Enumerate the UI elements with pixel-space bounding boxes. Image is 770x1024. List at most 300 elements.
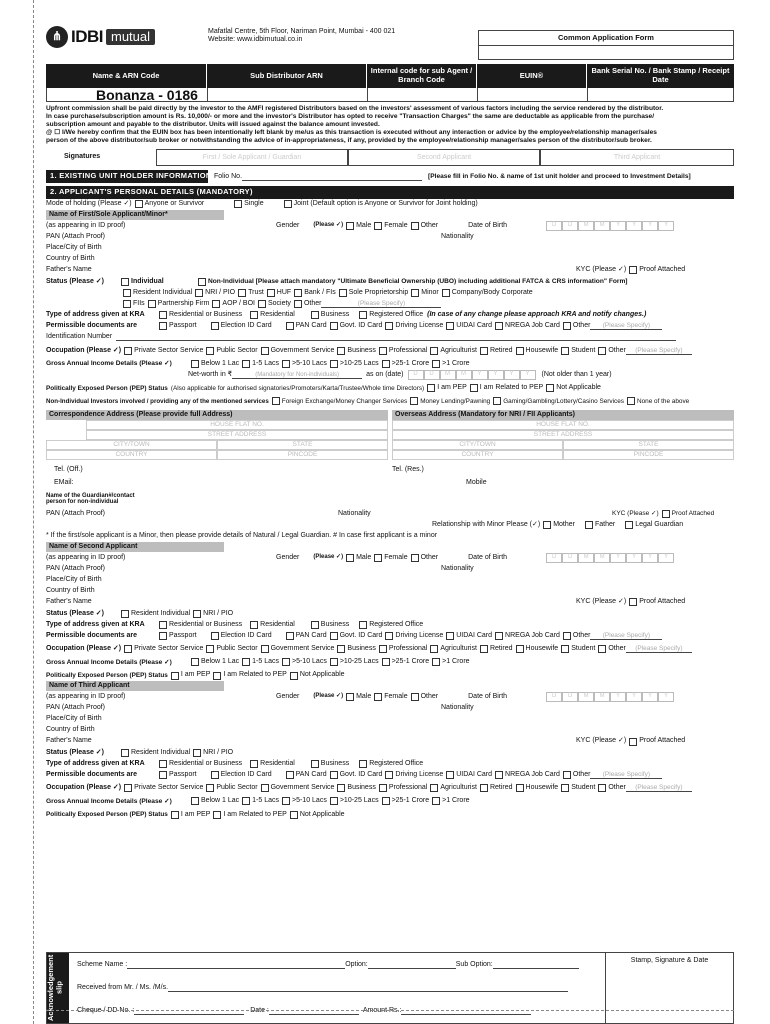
income-checkbox[interactable] xyxy=(382,658,390,666)
rel-mother-checkbox[interactable] xyxy=(543,521,551,529)
kyc-label: KYC (Please ✓) xyxy=(576,737,627,745)
income-row xyxy=(46,657,734,668)
doc-checkbox[interactable] xyxy=(211,771,219,779)
income-row xyxy=(46,796,734,807)
status-checkbox[interactable] xyxy=(212,300,220,308)
ovs-pin-input[interactable]: PINCODE xyxy=(563,450,734,460)
kra-label: Type of address given at KRA xyxy=(46,759,145,767)
occ-checkbox[interactable] xyxy=(480,347,488,355)
male-checkbox[interactable] xyxy=(346,554,354,562)
pep-row xyxy=(46,809,734,820)
kra-checkbox[interactable] xyxy=(159,311,167,319)
occ-checkbox[interactable] xyxy=(598,784,606,792)
income-option: >25-1 Crore xyxy=(391,658,430,666)
ovs-country-input[interactable]: COUNTRY xyxy=(392,450,563,460)
occ-option: Agriculturist xyxy=(440,784,477,792)
rel-father-checkbox[interactable] xyxy=(585,521,593,529)
status-option: NRI / PIO xyxy=(203,748,234,756)
occ-checkbox[interactable] xyxy=(206,347,214,355)
doc-option: UIDAI Card xyxy=(456,771,493,779)
doc-checkbox[interactable] xyxy=(446,632,454,640)
ovs-state-input[interactable]: STATE xyxy=(563,440,734,450)
doc-option: NREGA Job Card xyxy=(505,631,560,639)
occ-other-input[interactable] xyxy=(626,645,692,653)
idbi-logo-mark-icon: ⋔ xyxy=(46,26,68,48)
occ-option: Retired xyxy=(489,346,513,354)
networth-input[interactable] xyxy=(232,371,362,379)
pep-checkbox[interactable] xyxy=(171,811,179,819)
female-checkbox[interactable] xyxy=(374,554,382,562)
doc-option: PAN Card xyxy=(295,771,327,779)
occ-option: Government Service xyxy=(270,784,335,792)
income-checkbox[interactable] xyxy=(330,360,338,368)
occ-checkbox[interactable] xyxy=(337,645,345,653)
ack-amount-label: Amount Rs.: xyxy=(362,1006,402,1014)
other-gender-label: Other xyxy=(420,221,439,229)
kra-checkbox[interactable] xyxy=(359,621,367,629)
status-checkbox[interactable] xyxy=(148,300,156,308)
dob-input[interactable]: D D M M Y Y Y Y xyxy=(546,221,674,231)
income-option: >5-10 Lacs xyxy=(292,359,327,367)
occ-checkbox[interactable] xyxy=(561,347,569,355)
occ-option: Public Sector xyxy=(216,346,258,354)
proof-attached-label: Proof Attached xyxy=(639,598,686,606)
kra-checkbox[interactable] xyxy=(250,760,258,768)
income-option: >25-1 Crore xyxy=(391,359,430,367)
doc-checkbox[interactable] xyxy=(330,632,338,640)
occ-checkbox[interactable] xyxy=(598,347,606,355)
status-option: Minor xyxy=(421,288,439,296)
occ-checkbox[interactable] xyxy=(261,645,269,653)
doc-other-input[interactable] xyxy=(590,771,662,779)
service-checkbox[interactable] xyxy=(627,397,635,405)
occ-checkbox[interactable] xyxy=(480,645,488,653)
occ-checkbox[interactable] xyxy=(430,645,438,653)
telephone-row xyxy=(46,464,734,475)
status-row-2 xyxy=(46,287,734,298)
form-number-field[interactable] xyxy=(478,46,734,60)
ack-body xyxy=(69,953,605,1023)
cut-line-vertical xyxy=(33,0,34,1024)
pep-checkbox[interactable] xyxy=(427,384,435,392)
kra-checkbox[interactable] xyxy=(359,311,367,319)
income-checkbox[interactable] xyxy=(242,360,250,368)
pan-row xyxy=(46,563,734,574)
occ-checkbox[interactable] xyxy=(598,645,606,653)
income-checkbox[interactable] xyxy=(191,658,199,666)
occ-checkbox[interactable] xyxy=(206,784,214,792)
corr-house-input[interactable]: HOUSE FLAT NO. xyxy=(86,420,388,430)
pep-checkbox[interactable] xyxy=(213,672,221,680)
rel-guardian-checkbox[interactable] xyxy=(625,521,633,529)
mode-single-checkbox[interactable] xyxy=(234,200,242,208)
signature-first-field[interactable]: First / Sole Applicant / Guardian xyxy=(156,149,348,166)
male-label: Male xyxy=(356,553,372,561)
pep-checkbox[interactable] xyxy=(290,672,298,680)
other-gender-checkbox[interactable] xyxy=(411,222,419,230)
guardian-label: Name of the Guardian#/contact person for non-individual xyxy=(46,492,135,506)
occ-checkbox[interactable] xyxy=(516,645,524,653)
individual-label: Individual xyxy=(131,277,164,285)
status-checkbox[interactable] xyxy=(442,289,450,297)
ack-scheme-input[interactable] xyxy=(127,961,345,969)
income-checkbox[interactable] xyxy=(382,360,390,368)
occ-checkbox[interactable] xyxy=(561,784,569,792)
docs-label: Permissible documents are xyxy=(46,631,138,639)
service-option: Foreign Exchange/Money Changer Services xyxy=(281,397,408,405)
third-applicant-head: Name of Third Applicant xyxy=(46,681,224,691)
tel-off-label: Tel. (Off.) xyxy=(54,465,83,473)
doc-option: Passport xyxy=(169,771,197,779)
pep-checkbox[interactable] xyxy=(470,384,478,392)
status-option: Resident Individual xyxy=(131,748,191,756)
occ-checkbox[interactable] xyxy=(516,784,524,792)
doc-option: Election ID Card xyxy=(220,322,272,330)
occ-option: Housewife xyxy=(525,346,559,354)
doc-checkbox[interactable] xyxy=(495,632,503,640)
doc-other-input[interactable] xyxy=(590,632,662,640)
status-checkbox[interactable] xyxy=(193,610,201,618)
place-birth-label: Place/City of Birth xyxy=(46,575,102,583)
doc-option: Passport xyxy=(169,631,197,639)
doc-option: UIDAI Card xyxy=(456,322,493,330)
income-checkbox[interactable] xyxy=(432,360,440,368)
father-name-row xyxy=(46,736,734,747)
service-checkbox[interactable] xyxy=(272,397,280,405)
pep-row xyxy=(46,670,734,681)
income-label: Gross Annual Income Details (Please ✓) xyxy=(46,360,172,368)
occ-checkbox[interactable] xyxy=(379,347,387,355)
corr-country-input[interactable]: COUNTRY xyxy=(46,450,217,460)
occ-checkbox[interactable] xyxy=(516,347,524,355)
bank-serial-head: Bank Serial No. / Bank Stamp / Receipt Date xyxy=(591,66,730,84)
occ-option: Retired xyxy=(489,784,513,792)
female-checkbox[interactable] xyxy=(374,222,382,230)
kra-label: Type of address given at KRA xyxy=(46,311,145,319)
occ-option: Other xyxy=(608,346,626,354)
mode-joint-checkbox[interactable] xyxy=(284,200,292,208)
status-checkbox[interactable] xyxy=(258,300,266,308)
status-checkbox[interactable] xyxy=(121,749,129,757)
ovs-city-input[interactable]: CITY/TOWN xyxy=(392,440,563,450)
folio-label: Folio No. xyxy=(214,172,243,180)
guardian-kyc-checkbox[interactable] xyxy=(662,510,670,518)
other-gender-label: Other xyxy=(420,553,439,561)
logo-brand: IDBI xyxy=(71,27,103,47)
doc-checkbox[interactable] xyxy=(446,322,454,330)
bank-serial-field[interactable] xyxy=(587,88,734,102)
proof-attached-label: Proof Attached xyxy=(639,737,686,745)
form-header xyxy=(46,20,734,62)
occ-option: Public Sector xyxy=(216,645,258,653)
id-number-label: Identification Number xyxy=(46,333,113,341)
doc-option: NREGA Job Card xyxy=(505,771,560,779)
ack-received-input[interactable] xyxy=(168,984,568,992)
country-birth-label: Country of Birth xyxy=(46,255,95,263)
income-checkbox[interactable] xyxy=(282,797,290,805)
occ-checkbox[interactable] xyxy=(124,645,132,653)
occupation-label: Occupation (Please ✓) xyxy=(46,645,122,653)
occ-other-input[interactable] xyxy=(626,784,692,792)
status-checkbox[interactable] xyxy=(195,289,203,297)
income-option: >1 Crore xyxy=(442,658,470,666)
doc-checkbox[interactable] xyxy=(159,771,167,779)
kra-checkbox[interactable] xyxy=(250,311,258,319)
corr-state-input[interactable]: STATE xyxy=(217,440,388,450)
ack-option-input[interactable] xyxy=(368,961,456,969)
female-label: Female xyxy=(384,553,408,561)
status-option: HUF xyxy=(276,288,292,296)
kra-checkbox[interactable] xyxy=(359,760,367,768)
doc-option: Driving License xyxy=(395,631,444,639)
doc-checkbox[interactable] xyxy=(385,632,393,640)
income-option: >1 Crore xyxy=(442,359,470,367)
country-birth-row xyxy=(46,586,734,597)
address-section xyxy=(46,410,734,460)
pep-option: Not Applicable xyxy=(299,671,345,679)
status-checkbox[interactable] xyxy=(267,289,275,297)
company-address xyxy=(208,20,468,44)
pep-checkbox[interactable] xyxy=(546,384,554,392)
father-label: Father's Name xyxy=(46,598,92,606)
kra-option: Residential or Business xyxy=(169,759,243,767)
website-line: Website: www.idbimutual.co.in xyxy=(208,36,303,44)
doc-option: Other xyxy=(572,631,591,639)
occ-checkbox[interactable] xyxy=(480,784,488,792)
doc-option: PAN Card xyxy=(295,322,327,330)
kra-checkbox[interactable] xyxy=(311,311,319,319)
income-checkbox[interactable] xyxy=(330,658,338,666)
father-label: Father's Name xyxy=(46,737,92,745)
ack-sub-option-input[interactable] xyxy=(493,961,579,969)
kra-checkbox[interactable] xyxy=(311,760,319,768)
place-birth-row xyxy=(46,242,734,253)
occ-checkbox[interactable] xyxy=(206,645,214,653)
docs-label: Permissible documents are xyxy=(46,322,138,330)
kra-option: Business xyxy=(320,311,350,319)
doc-checkbox[interactable] xyxy=(286,632,294,640)
income-checkbox[interactable] xyxy=(382,797,390,805)
occ-checkbox[interactable] xyxy=(379,784,387,792)
ovs-street-input[interactable]: STREET ADDRESS xyxy=(392,430,734,440)
doc-checkbox[interactable] xyxy=(286,771,294,779)
ack-sub-option-label: Sub Option: xyxy=(455,960,493,968)
income-option: >10-25 Lacs xyxy=(339,797,379,805)
place-birth-label: Place/City of Birth xyxy=(46,715,102,723)
doc-checkbox[interactable] xyxy=(286,322,294,330)
income-checkbox[interactable] xyxy=(432,797,440,805)
corr-street-input[interactable]: STREET ADDRESS xyxy=(86,430,388,440)
dob-input[interactable]: D D M M Y Y Y Y xyxy=(546,553,674,563)
status-checkbox[interactable] xyxy=(411,289,419,297)
status-label: Status (Please ✓) xyxy=(46,748,104,756)
minor-note: * If the first/sole applicant is a Minor, then please provide details of Natural / Legal Guardian. # In case first applicant is a minor xyxy=(46,532,438,540)
occ-option: Professional xyxy=(388,645,428,653)
status-checkbox[interactable] xyxy=(294,289,302,297)
mode-anyone-checkbox[interactable] xyxy=(135,200,143,208)
income-option: 1-5 Lacs xyxy=(252,658,279,666)
pep-checkbox[interactable] xyxy=(213,811,221,819)
status-option: AOP / BOI xyxy=(222,299,255,307)
other-gender-checkbox[interactable] xyxy=(411,554,419,562)
proof-attached-label: Proof Attached xyxy=(639,266,686,274)
status-option: Sole Proprietorship xyxy=(348,288,409,296)
kra-checkbox[interactable] xyxy=(159,760,167,768)
dob-label: Date of Birth xyxy=(468,553,508,561)
doc-checkbox[interactable] xyxy=(211,322,219,330)
email-label: EMail: xyxy=(54,478,74,486)
occ-checkbox[interactable] xyxy=(261,347,269,355)
id-proof-note: (as appearing in ID proof) xyxy=(46,692,126,700)
dob-input[interactable]: D D M M Y Y Y Y xyxy=(546,692,674,702)
kyc-checkbox[interactable] xyxy=(629,738,637,746)
occ-checkbox[interactable] xyxy=(337,347,345,355)
doc-checkbox[interactable] xyxy=(159,632,167,640)
kra-option: Business xyxy=(320,759,350,767)
female-checkbox[interactable] xyxy=(374,693,382,701)
occ-checkbox[interactable] xyxy=(430,784,438,792)
status-checkbox[interactable] xyxy=(238,289,246,297)
third-name-row xyxy=(46,691,734,702)
service-checkbox[interactable] xyxy=(493,397,501,405)
doc-checkbox[interactable] xyxy=(385,771,393,779)
doc-checkbox[interactable] xyxy=(495,771,503,779)
pan-row xyxy=(46,702,734,713)
status-checkbox[interactable] xyxy=(123,289,131,297)
ack-stamp-box[interactable]: Stamp, Signature & Date xyxy=(605,953,733,1023)
kra-checkbox[interactable] xyxy=(311,621,319,629)
other-gender-checkbox[interactable] xyxy=(411,693,419,701)
mode-label: Mode of holding (Please ✓) xyxy=(46,200,132,208)
income-checkbox[interactable] xyxy=(242,797,250,805)
sub-arn-field[interactable] xyxy=(207,88,367,102)
doc-checkbox[interactable] xyxy=(563,632,571,640)
kra-checkbox[interactable] xyxy=(250,621,258,629)
doc-checkbox[interactable] xyxy=(385,322,393,330)
doc-checkbox[interactable] xyxy=(563,322,571,330)
networth-date-input[interactable]: D D M M Y Y Y Y xyxy=(408,370,536,380)
father-label: Father's Name xyxy=(46,266,92,274)
pep-option: I am PEP xyxy=(437,384,467,392)
kra-option: Registered Office xyxy=(369,620,424,628)
status-checkbox[interactable] xyxy=(123,300,131,308)
ack-scheme-label: Scheme Name : xyxy=(77,960,128,968)
occ-option: Retired xyxy=(489,645,513,653)
pep-checkbox[interactable] xyxy=(290,811,298,819)
occ-checkbox[interactable] xyxy=(430,347,438,355)
kra-option: Residential xyxy=(260,759,295,767)
kra-checkbox[interactable] xyxy=(159,621,167,629)
pep-checkbox[interactable] xyxy=(171,672,179,680)
male-checkbox[interactable] xyxy=(346,222,354,230)
please-tick: (Please ✓) xyxy=(313,693,344,700)
ovs-house-input[interactable]: HOUSE FLAT NO. xyxy=(392,420,734,430)
pan-label: PAN (Attach Proof) xyxy=(46,564,106,572)
occ-checkbox[interactable] xyxy=(337,784,345,792)
please-tick: (Please ✓) xyxy=(313,222,344,229)
kyc-checkbox[interactable] xyxy=(629,266,637,274)
signature-third-field[interactable]: Third Applicant xyxy=(540,149,734,166)
notice-line: subscription amount and payable to the distributor. Units will issued against the balance amount invested. xyxy=(46,121,380,129)
occ-option: Professional xyxy=(388,784,428,792)
euin-head: EUIN® xyxy=(477,64,587,88)
income-option: >5-10 Lacs xyxy=(292,658,327,666)
doc-checkbox[interactable] xyxy=(495,322,503,330)
status-checkbox[interactable] xyxy=(294,300,302,308)
service-checkbox[interactable] xyxy=(410,397,418,405)
folio-input[interactable] xyxy=(242,173,422,181)
occ-option: Other xyxy=(608,645,626,653)
status-other-input[interactable] xyxy=(321,300,441,308)
occ-checkbox[interactable] xyxy=(379,645,387,653)
status-option: Trust xyxy=(248,288,264,296)
ack-side-label: Acknowledgement slip xyxy=(47,953,69,1023)
pep-note: (Also applicable for authorised signatories/Promoters/Karta/Trustee/Whole time Directors) xyxy=(170,384,425,392)
income-checkbox[interactable] xyxy=(191,797,199,805)
doc-checkbox[interactable] xyxy=(330,771,338,779)
occ-checkbox[interactable] xyxy=(124,347,132,355)
doc-checkbox[interactable] xyxy=(563,771,571,779)
country-birth-row xyxy=(46,254,734,265)
kra-label: Type of address given at KRA xyxy=(46,620,145,628)
income-checkbox[interactable] xyxy=(191,360,199,368)
corr-pin-input[interactable]: PINCODE xyxy=(217,450,388,460)
occ-option: Business xyxy=(347,346,376,354)
occ-checkbox[interactable] xyxy=(561,645,569,653)
doc-checkbox[interactable] xyxy=(211,632,219,640)
status-checkbox[interactable] xyxy=(339,289,347,297)
occ-checkbox[interactable] xyxy=(261,784,269,792)
doc-checkbox[interactable] xyxy=(330,322,338,330)
doc-other-input[interactable] xyxy=(590,322,662,330)
income-checkbox[interactable] xyxy=(330,797,338,805)
non-individual-label: Non-Individual [Please attach mandatory "Ultimate Beneficial Ownership (UBO) including additional FATCA & CRS information" Form] xyxy=(208,277,628,285)
doc-option: Other xyxy=(572,322,591,330)
scheme-banner: Bonanza - 0186 xyxy=(96,87,198,103)
status-checkbox[interactable] xyxy=(121,610,129,618)
status-option: NRI / PIO xyxy=(205,288,236,296)
gender-label: Gender xyxy=(276,692,300,700)
first-name-row xyxy=(46,220,734,231)
kyc-checkbox[interactable] xyxy=(629,598,637,606)
male-checkbox[interactable] xyxy=(346,693,354,701)
signature-second-field[interactable]: Second Applicant xyxy=(348,149,540,166)
please-specify: (Please Specify) xyxy=(635,784,683,792)
father-name-row xyxy=(46,597,734,608)
income-checkbox[interactable] xyxy=(282,658,290,666)
status-row xyxy=(46,747,734,758)
individual-checkbox[interactable] xyxy=(121,278,129,286)
doc-checkbox[interactable] xyxy=(159,322,167,330)
internal-code-field[interactable] xyxy=(367,88,477,102)
income-checkbox[interactable] xyxy=(432,658,440,666)
pep-label: Politically Exposed Person (PEP) Status xyxy=(46,810,168,818)
non-individual-checkbox[interactable] xyxy=(198,278,206,286)
income-checkbox[interactable] xyxy=(282,360,290,368)
section1-title: 1. EXISTING UNIT HOLDER INFORMATION xyxy=(46,170,208,183)
occ-other-input[interactable] xyxy=(626,347,692,355)
corr-city-input[interactable]: CITY/TOWN xyxy=(46,440,217,450)
occ-checkbox[interactable] xyxy=(124,784,132,792)
id-number-input[interactable] xyxy=(116,333,676,341)
id-number-row xyxy=(46,332,734,343)
service-option: Gaming/Gambling/Lottery/Casino Services xyxy=(503,397,624,405)
doc-checkbox[interactable] xyxy=(446,771,454,779)
status-checkbox[interactable] xyxy=(193,749,201,757)
euin-field[interactable] xyxy=(477,88,587,102)
income-option: >1 Crore xyxy=(442,797,470,805)
income-checkbox[interactable] xyxy=(242,658,250,666)
